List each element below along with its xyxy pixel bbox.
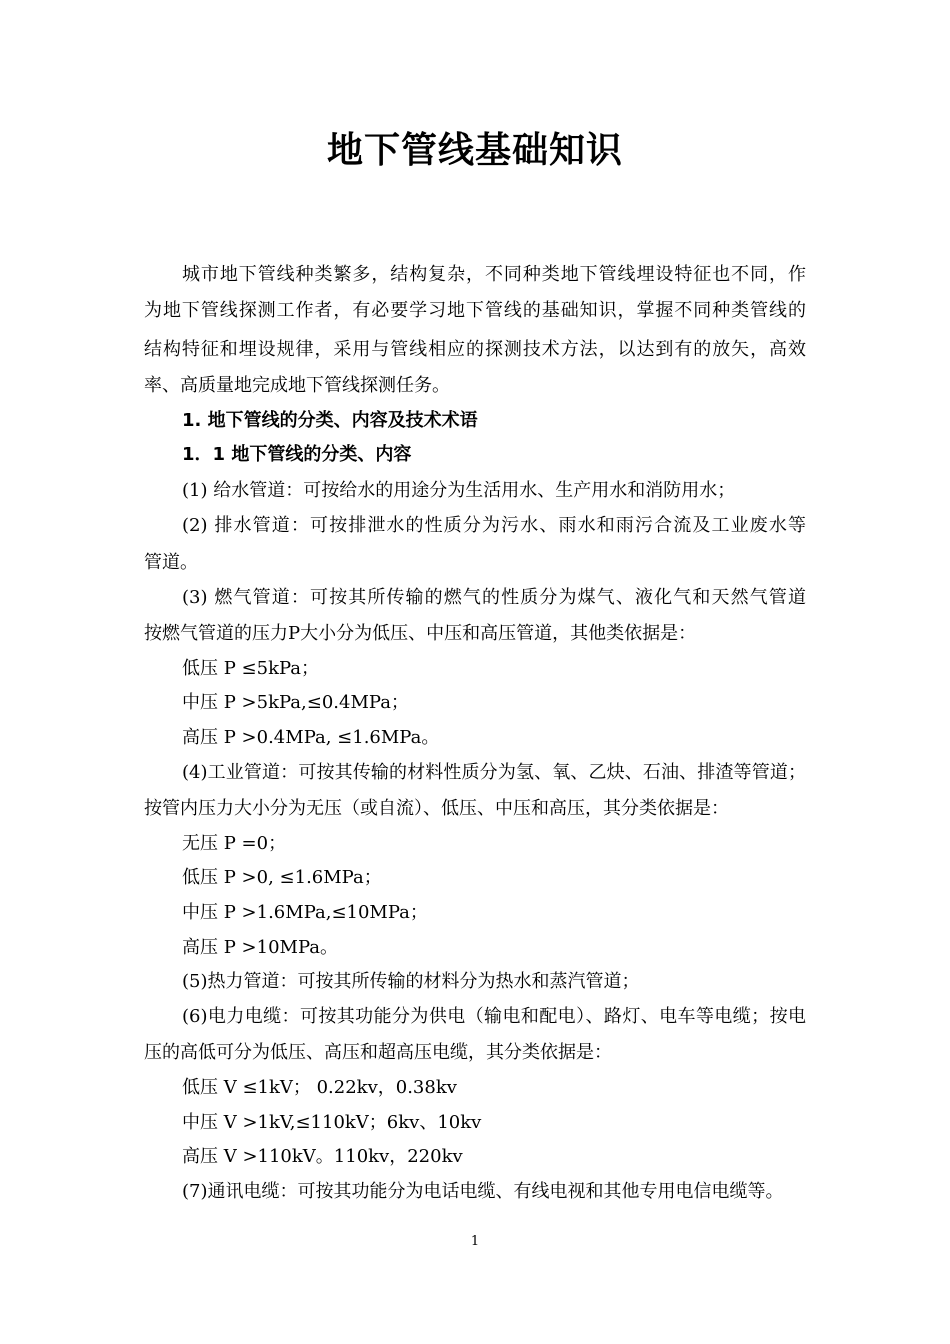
body-line: 中压 P >5kPa,≤0.4MPa； — [182, 692, 409, 713]
body-line: 中压 V >1kV,≤110kV；6kv、10kv — [182, 1112, 482, 1133]
body-line: 压的高低可分为低压、高压和超高压电缆，其分类依据是： — [144, 1042, 612, 1063]
section-heading-1: 1. 地下管线的分类、内容及技术术语 — [182, 410, 478, 431]
body-line: (1) 给水管道：可按给水的用途分为生活用水、生产用水和消防用水； — [182, 480, 736, 501]
intro-line-2: 为地下管线探测工作者，有必要学习地下管线的基础知识，掌握不同种类管线的 — [144, 300, 806, 321]
body-line: 高压 P >0.4MPa, ≤1.6MPa。 — [182, 727, 440, 748]
page-number: 1 — [470, 1234, 480, 1249]
document-title: 地下管线基础知识 — [326, 130, 623, 171]
body-line: 低压 V ≤1kV； 0.22kv，0.38kv — [182, 1077, 457, 1098]
section-heading-1-1: 1．1 地下管线的分类、内容 — [182, 444, 412, 465]
body-line: 管道。 — [144, 552, 198, 573]
body-line: (2) 排水管道：可按排泄水的性质分为污水、雨水和雨污合流及工业废水等 — [182, 515, 806, 536]
body-line: 低压 P ≤5kPa； — [182, 658, 320, 679]
body-line: (5)热力管道：可按其所传输的材料分为热水和蒸汽管道； — [182, 971, 640, 992]
body-line: 无压 P =0； — [182, 833, 287, 854]
body-line: 高压 P >10MPa。 — [182, 937, 339, 958]
intro-line-1: 城市地下管线种类繁多，结构复杂，不同种类地下管线埋设特征也不同，作 — [182, 264, 806, 285]
intro-line-4: 率、高质量地完成地下管线探测任务。 — [144, 375, 450, 396]
body-line: 高压 V >110kV。110kv，220kv — [182, 1146, 463, 1167]
body-line: (6)电力电缆：可按其功能分为供电（输电和配电）、路灯、电车等电缆；按电 — [182, 1006, 806, 1027]
body-line: (3) 燃气管道：可按其所传输的燃气的性质分为煤气、液化气和天然气管道 — [182, 587, 806, 608]
body-line: 低压 P >0, ≤1.6MPa； — [182, 867, 382, 888]
body-line: 按燃气管道的压力P大小分为低压、中压和高压管道，其他类依据是： — [144, 623, 697, 644]
body-line: 按管内压力大小分为无压（或自流）、低压、中压和高压，其分类依据是： — [144, 798, 729, 819]
body-line: (4)工业管道：可按其传输的材料性质分为氢、氧、乙炔、石油、排渣等管道； — [182, 762, 806, 783]
body-line: 中压 P >1.6MPa,≤10MPa； — [182, 902, 428, 923]
intro-line-3: 结构特征和埋设规律，采用与管线相应的探测技术方法，以达到有的放矢，高效 — [144, 339, 806, 360]
body-line: (7)通讯电缆：可按其功能分为电话电缆、有线电视和其他专用电信电缆等。 — [182, 1181, 784, 1202]
